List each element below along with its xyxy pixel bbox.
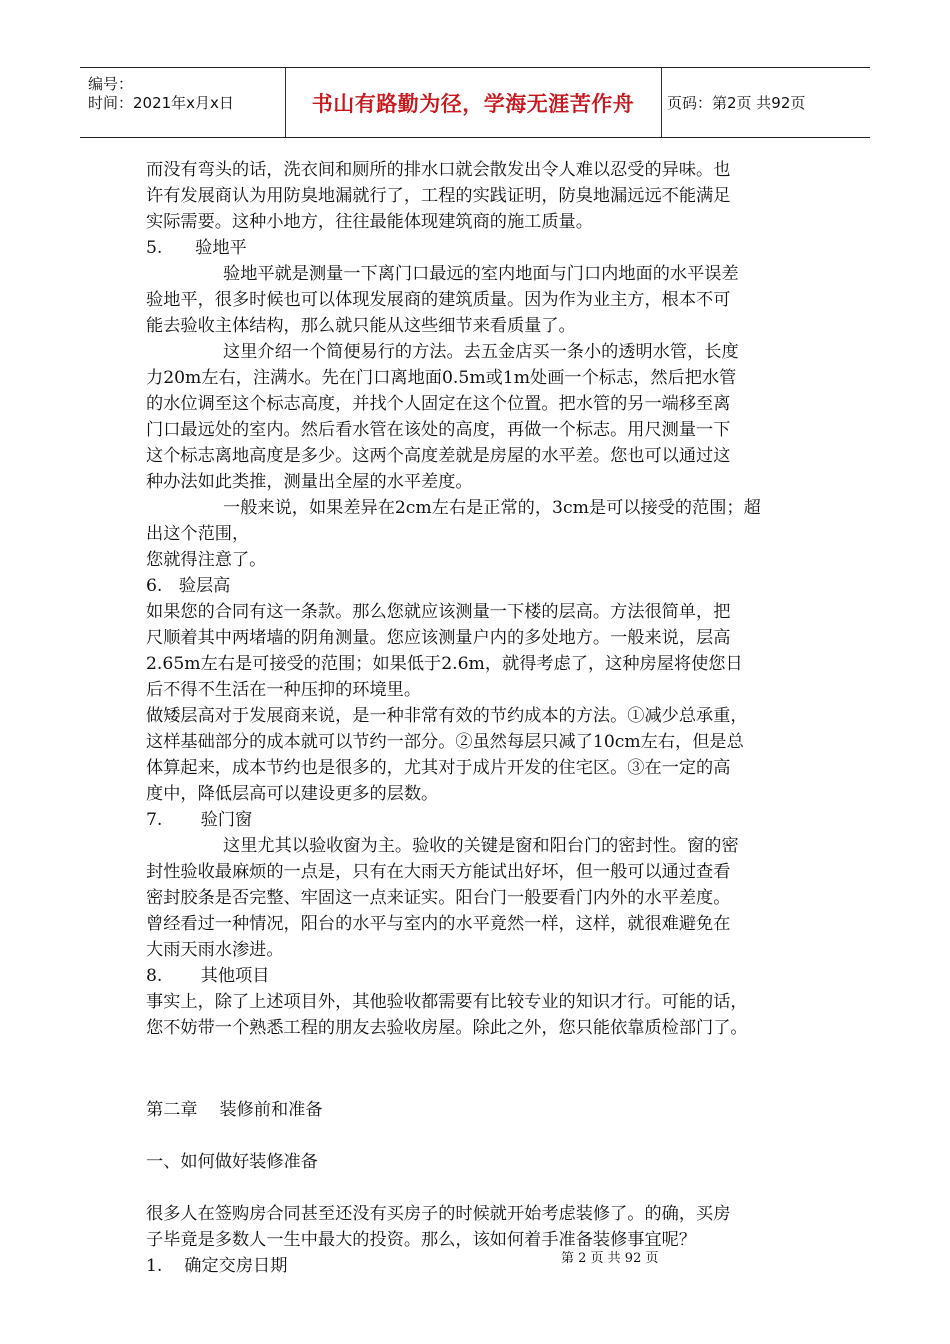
body-line: 体算起来，成本节约也是很多的，尤其对于成片开发的住宅区。③在一定的高	[146, 758, 731, 778]
body-line: 出这个范围，	[146, 524, 250, 544]
body-line: 验地平，很多时候也可以体现发展商的建筑质量。因为作为业主方，根本不可	[146, 290, 731, 310]
time-label: 时间：2021年x月x日	[88, 94, 234, 112]
body-line: 许有发展商认为用防臭地漏就行了，工程的实践证明，防臭地漏远远不能满足	[146, 186, 731, 206]
section-heading: 5. 验地平	[146, 238, 247, 258]
body-line: 您就得注意了。	[146, 550, 267, 570]
body-line: 封性验收最麻烦的一点是，只有在大雨天方能试出好坏，但一般可以通过查看	[146, 862, 731, 882]
body-line: 这个标志离地高度是多少。这两个高度差就是房屋的水平差。您也可以通过这	[146, 446, 731, 466]
header-page-cell	[661, 68, 870, 137]
body-line: 一般来说，如果差异在2cm左右是正常的，3cm是可以接受的范围；超	[223, 498, 761, 518]
body-line: 大雨天雨水渗进。	[146, 940, 284, 960]
code-label: 编号：	[88, 75, 134, 93]
body-line: 度中，降低层高可以建设更多的层数。	[146, 784, 439, 804]
body-line: 这里尤其以验收窗为主。验收的关键是窗和阳台门的密封性。窗的密	[223, 836, 739, 856]
body-line: 验地平就是测量一下离门口最远的室内地面与门口内地面的水平误差	[223, 264, 739, 284]
document-header	[80, 67, 870, 138]
body-line: 这样基础部分的成本就可以节约一部分。②虽然每层只减了10cm左右，但是总	[146, 732, 744, 752]
page-label: 页码：第2页 共92页	[667, 94, 806, 112]
section-heading: 1. 确定交房日期	[146, 1256, 288, 1276]
body-line: 事实上，除了上述项目外，其他验收都需要有比较专业的知识才行。可能的话，	[146, 992, 748, 1012]
section-heading: 8. 其他项目	[146, 966, 270, 986]
header-motto-cell	[285, 68, 662, 137]
section-heading: 一、如何做好装修准备	[146, 1152, 318, 1172]
body-line: 力20m左右，注满水。先在门口离地面0.5m或1m处画一个标志，然后把水管	[146, 368, 737, 388]
page-footer: 第 2 页 共 92 页	[561, 1251, 659, 1266]
motto: 书山有路勤为径，学海无涯苦作舟	[311, 91, 635, 116]
body-line: 曾经看过一种情况，阳台的水平与室内的水平竟然一样，这样，就很难避免在	[146, 914, 731, 934]
body-line: 种办法如此类推，测量出全屋的水平差度。	[146, 472, 473, 492]
body-line: 很多人在签购房合同甚至还没有买房子的时候就开始考虑装修了。的确，买房	[146, 1204, 731, 1224]
body-line: 门口最远处的室内。然后看水管在该处的高度，再做一个标志。用尺测量一下	[146, 420, 731, 440]
body-line: 密封胶条是否完整、牢固这一点来证实。阳台门一般要看门内外的水平差度。	[146, 888, 731, 908]
body-line: 而没有弯头的话，洗衣间和厕所的排水口就会散发出令人难以忍受的异味。也	[146, 160, 731, 180]
body-line: 实际需要。这种小地方，往往最能体现建筑商的施工质量。	[146, 212, 593, 232]
body-line: 能去验收主体结构，那么就只能从这些细节来看质量了。	[146, 316, 576, 336]
chapter-heading: 第二章 装修前和准备	[146, 1100, 323, 1120]
section-heading: 7. 验门窗	[146, 810, 253, 830]
body-line: 的水位调至这个标志高度，并找个人固定在这个位置。把水管的另一端移至离	[146, 394, 731, 414]
body-line: 您不妨带一个熟悉工程的朋友去验收房屋。除此之外，您只能依靠质检部门了。	[146, 1018, 748, 1038]
body-line: 如果您的合同有这一条款。那么您就应该测量一下楼的层高。方法很简单，把	[146, 602, 731, 622]
body-line: 尺顺着其中两堵墙的阴角测量。您应该测量户内的多处地方。一般来说，层高	[146, 628, 731, 648]
body-line: 这里介绍一个简便易行的方法。去五金店买一条小的透明水管，长度	[223, 342, 739, 362]
body-line: 2.65m左右是可接受的范围；如果低于2.6m，就得考虑了，这种房屋将使您日	[146, 654, 743, 674]
body-line: 做矮层高对于发展商来说，是一种非常有效的节约成本的方法。①减少总承重，	[146, 706, 748, 726]
body-line: 后不得不生活在一种压抑的环境里。	[146, 680, 422, 700]
header-info-cell	[80, 68, 286, 137]
section-heading: 6. 验层高	[146, 576, 231, 596]
body-line: 子毕竟是多数人一生中最大的投资。那么，该如何着手准备装修事宜呢？	[146, 1230, 697, 1250]
